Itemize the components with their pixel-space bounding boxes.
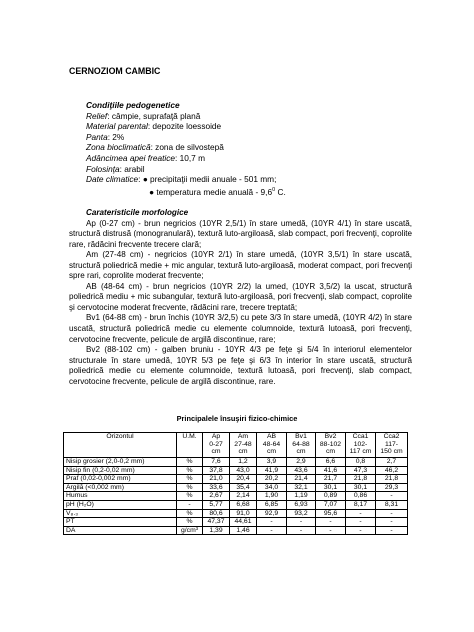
value-cell: - <box>346 526 376 535</box>
value-cell: 93,2 <box>287 509 316 518</box>
value-cell: - <box>316 518 346 527</box>
zona-value: : zona de silvostepă <box>150 142 224 153</box>
value-cell: 6,6 <box>316 458 346 467</box>
table-row <box>64 475 408 484</box>
value-cell: 95,6 <box>316 509 346 518</box>
value-cell: 1,19 <box>287 492 316 501</box>
row-label-cell: DA <box>64 526 177 535</box>
row-label-cell: Nisip grosier (2,0-0,2 mm) <box>64 458 177 467</box>
value-cell: - <box>257 518 287 527</box>
value-cell: 1,39 <box>203 526 230 535</box>
value-cell: % <box>177 466 203 475</box>
value-cell: 8,31 <box>376 500 408 509</box>
table-row <box>64 466 408 475</box>
table-row <box>64 518 408 527</box>
row-label-cell: Humus <box>64 492 177 501</box>
value-cell: 0,86 <box>346 492 376 501</box>
value-cell: 21,4 <box>287 475 316 484</box>
climate-temp-degree: 0 <box>272 186 276 193</box>
morphology-heading: Carateristicile morfologice <box>86 208 189 217</box>
zona-line <box>86 142 286 153</box>
row-label-cell: pH (H₂O) <box>64 500 177 509</box>
value-cell: - <box>346 509 376 518</box>
value-cell: % <box>177 458 203 467</box>
horizon-am: Am (27-48 cm) - negricios (10YR 2/1) în stare umedă, (10YR 3,5/1) în stare uscată, structură poliedrică medie + mic angular, textură luto-argiloasă, moderat compact, pori frecvenţi spre rari, coprolite moderat frecvente; <box>69 250 412 281</box>
header-cell: U.M. <box>177 433 203 458</box>
climate-precip: : ● precipitaţii medii anuale - 501 mm; <box>138 174 277 185</box>
value-cell: 34,0 <box>257 483 287 492</box>
header-cell: Am 27-48 cm <box>230 433 257 458</box>
value-cell: 7,6 <box>203 458 230 467</box>
climate-key: Date climatice <box>86 174 139 185</box>
climate-temp-unit: C. <box>275 186 286 197</box>
morphology-section <box>69 208 412 387</box>
value-cell: 41,9 <box>257 466 287 475</box>
value-cell: 47,37 <box>203 518 230 527</box>
value-cell: - <box>376 526 408 535</box>
value-cell: 47,3 <box>346 466 376 475</box>
value-cell: 43,0 <box>230 466 257 475</box>
value-cell: 29,3 <box>376 483 408 492</box>
material-key: Material parental <box>86 121 148 132</box>
value-cell: 35,4 <box>230 483 257 492</box>
value-cell: 6,93 <box>287 500 316 509</box>
header-cell: Bv2 88-102 cm <box>316 433 346 458</box>
value-cell: - <box>346 518 376 527</box>
header-cell: Ap 0-27 cm <box>203 433 230 458</box>
value-cell: 46,2 <box>376 466 408 475</box>
value-cell: 5,77 <box>203 500 230 509</box>
climate-line-2 <box>86 185 286 197</box>
zona-key: Zona bioclimatică <box>86 142 151 153</box>
header-cell-horizon: Orizontul <box>64 433 177 458</box>
value-cell: 32,1 <box>287 483 316 492</box>
value-cell: 2,14 <box>230 492 257 501</box>
value-cell: 6,85 <box>257 500 287 509</box>
conditions-section <box>86 100 286 197</box>
value-cell: - <box>376 509 408 518</box>
table-title: Principalele însuşiri fizico-chimice <box>176 414 298 423</box>
value-cell: - <box>376 518 408 527</box>
value-cell: 33,6 <box>203 483 230 492</box>
header-cell: AB 48-64 cm <box>257 433 287 458</box>
table-row <box>64 509 408 518</box>
value-cell: 6,68 <box>230 500 257 509</box>
horizon-ab: AB (48-64 cm) - brun negricios (10YR 2/2) la umed, (10YR 3,5/2) la uscat, structură poliedrică mediu + mic subangular, textură luto-argiloasă, pori frecvenţi, slab compact, coprolite şi cervotocine moderat frecvente, rădăcini rare, trecere treptată; <box>69 281 412 312</box>
value-cell: 1,90 <box>257 492 287 501</box>
relief-key: Relief <box>86 110 108 121</box>
value-cell: 20,2 <box>257 475 287 484</box>
value-cell: 21,0 <box>203 475 230 484</box>
value-cell: g/cm³ <box>177 526 203 535</box>
value-cell: 21,7 <box>316 475 346 484</box>
panta-key: Panta <box>86 131 108 142</box>
properties-table <box>63 432 408 535</box>
value-cell: - <box>287 526 316 535</box>
header-cell: Cca1 102- 117 cm <box>346 433 376 458</box>
climate-line-1 <box>86 174 286 185</box>
folosinta-line <box>86 164 286 175</box>
relief-line <box>86 111 286 122</box>
value-cell: - <box>316 526 346 535</box>
value-cell: - <box>177 500 203 509</box>
folosinta-value: : arabil <box>119 163 145 174</box>
table-row <box>64 526 408 535</box>
table-row <box>64 458 408 467</box>
table-body <box>64 433 408 535</box>
apa-value: : 10,7 m <box>175 152 205 163</box>
value-cell: 2,9 <box>287 458 316 467</box>
value-cell: 92,9 <box>257 509 287 518</box>
value-cell: % <box>177 509 203 518</box>
header-cell: Cca2 117- 150 cm <box>376 433 408 458</box>
value-cell: 7,07 <box>316 500 346 509</box>
table-row <box>64 500 408 509</box>
horizon-bv1: Bv1 (64-88 cm) - brun închis (10YR 3/2,5) cu pete 3/3 în stare umedă, (10YR 4/2) în stare uscată, structură poliedrică medie cu elemente columnoide, textură lutoasă, pori frecvenţi, cervotocine frecvente, pelicule de argilă discontinue, rare; <box>69 313 412 344</box>
value-cell: 0,8 <box>346 458 376 467</box>
row-label-cell: Nisip fin (0,2-0,02 mm) <box>64 466 177 475</box>
conditions-heading: Condiţiile pedogenetice <box>86 100 180 110</box>
value-cell: 91,0 <box>230 509 257 518</box>
folosinta-key: Folosinţa <box>86 163 120 174</box>
row-label-cell: PT <box>64 518 177 527</box>
horizon-bv2: Bv2 (88-102 cm) - galben bruniu - 10YR 4/3 pe feţe şi 5/4 în interiorul elementelor structurale în stare umedă, 10YR 5/3 pe feţe şi 6/3 în interior în stare uscată, structură poliedrică medie cu elemente columnoide, textură lutoasă, pori frecvenţi, slab compact, cervotocine frecvente, pelicule de argilă discontinue, rare. <box>69 345 412 386</box>
document-title: CERNOZIOM CAMBIC <box>69 66 161 76</box>
value-cell: % <box>177 483 203 492</box>
panta-line <box>86 132 286 143</box>
row-label-cell: V₈.₃ <box>64 509 177 518</box>
value-cell: - <box>287 518 316 527</box>
value-cell: 80,6 <box>203 509 230 518</box>
table-row <box>64 483 408 492</box>
value-cell: 1,2 <box>230 458 257 467</box>
row-label-cell: Argilă (<0,002 mm) <box>64 483 177 492</box>
value-cell: % <box>177 492 203 501</box>
value-cell: 3,9 <box>257 458 287 467</box>
table-header-row <box>64 433 408 458</box>
apa-line <box>86 153 286 164</box>
value-cell: 8,17 <box>346 500 376 509</box>
header-cell: Bv1 64-88 cm <box>287 433 316 458</box>
value-cell: 44,61 <box>230 518 257 527</box>
value-cell: % <box>177 475 203 484</box>
value-cell: - <box>257 526 287 535</box>
value-cell: 21,8 <box>346 475 376 484</box>
relief-value: : câmpie, suprafaţă plană <box>107 110 201 121</box>
value-cell: 30,1 <box>316 483 346 492</box>
value-cell: - <box>376 492 408 501</box>
value-cell: 2,67 <box>203 492 230 501</box>
value-cell: 37,8 <box>203 466 230 475</box>
apa-key: Adâncimea apei freatice <box>86 152 176 163</box>
material-value: : depozite loessoide <box>147 121 222 132</box>
value-cell: 43,6 <box>287 466 316 475</box>
value-cell: 0,89 <box>316 492 346 501</box>
material-line <box>86 121 286 132</box>
value-cell: 1,46 <box>230 526 257 535</box>
value-cell: 30,1 <box>346 483 376 492</box>
value-cell: 20,4 <box>230 475 257 484</box>
value-cell: 21,8 <box>376 475 408 484</box>
value-cell: % <box>177 518 203 527</box>
panta-value: : 2% <box>107 131 125 142</box>
value-cell: 41,6 <box>316 466 346 475</box>
value-cell: 2,7 <box>376 458 408 467</box>
climate-temp: ● temperatura medie anuală - 9,6 <box>149 186 273 197</box>
table-row <box>64 492 408 501</box>
row-label-cell: Praf (0,02-0,002 mm) <box>64 475 177 484</box>
horizon-ap: Ap (0-27 cm) - brun negricios (10YR 2,5/1) în stare umedă, (10YR 4/1) în stare uscată, structură distrusă (monogranulară), textură luto-argiloasă, slab compact, pori frecvenţi, coprolite rare, rădăcini frecvente trecere clară; <box>69 218 412 249</box>
